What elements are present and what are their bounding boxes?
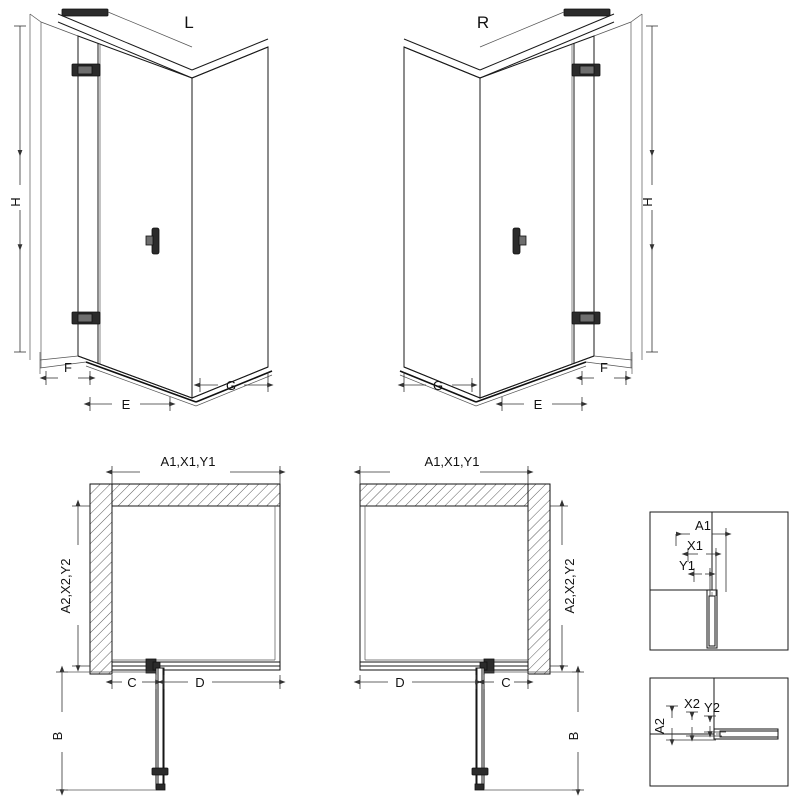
dim-label-C-right: C — [501, 675, 511, 690]
label-R: R — [476, 13, 490, 32]
detail-label-Y1: Y1 — [679, 558, 695, 573]
dim-label-B-right: B — [566, 731, 581, 741]
detail-label-X1: X1 — [687, 538, 703, 553]
plan-view-right — [360, 454, 584, 790]
detail-label-X2: X2 — [684, 696, 700, 711]
dim-label-G-left: G — [225, 378, 237, 393]
iso-view-right — [400, 9, 658, 412]
label-L: L — [184, 13, 194, 32]
dim-label-a1x1y1-left: A1,X1,Y1 — [160, 454, 216, 469]
dim-label-F-right: F — [600, 360, 608, 375]
dim-label-F-left: F — [64, 360, 72, 375]
plan-view-left — [50, 454, 280, 790]
dim-label-a2x2y2-left: A2,X2,Y2 — [58, 558, 73, 614]
detail-top — [650, 512, 788, 650]
iso-view-left — [8, 9, 272, 412]
dim-label-H-left: H — [8, 197, 23, 207]
dim-label-G-right: G — [432, 378, 444, 393]
dim-label-a1x1y1-right: A1,X1,Y1 — [424, 454, 480, 469]
dim-label-E-left: E — [121, 397, 131, 412]
dim-label-D-left: D — [195, 675, 205, 690]
detail-label-A2: A2 — [652, 718, 667, 734]
dim-label-B-left: B — [50, 731, 65, 741]
detail-label-A1: A1 — [695, 518, 711, 533]
detail-label-Y2: Y2 — [704, 700, 720, 715]
dim-label-D-right: D — [395, 675, 405, 690]
detail-bottom — [650, 678, 788, 786]
dim-label-H-right: H — [640, 197, 655, 207]
dim-label-E-right: E — [533, 397, 543, 412]
dim-label-a2x2y2-right: A2,X2,Y2 — [562, 558, 577, 614]
dim-label-C-left: C — [127, 675, 137, 690]
